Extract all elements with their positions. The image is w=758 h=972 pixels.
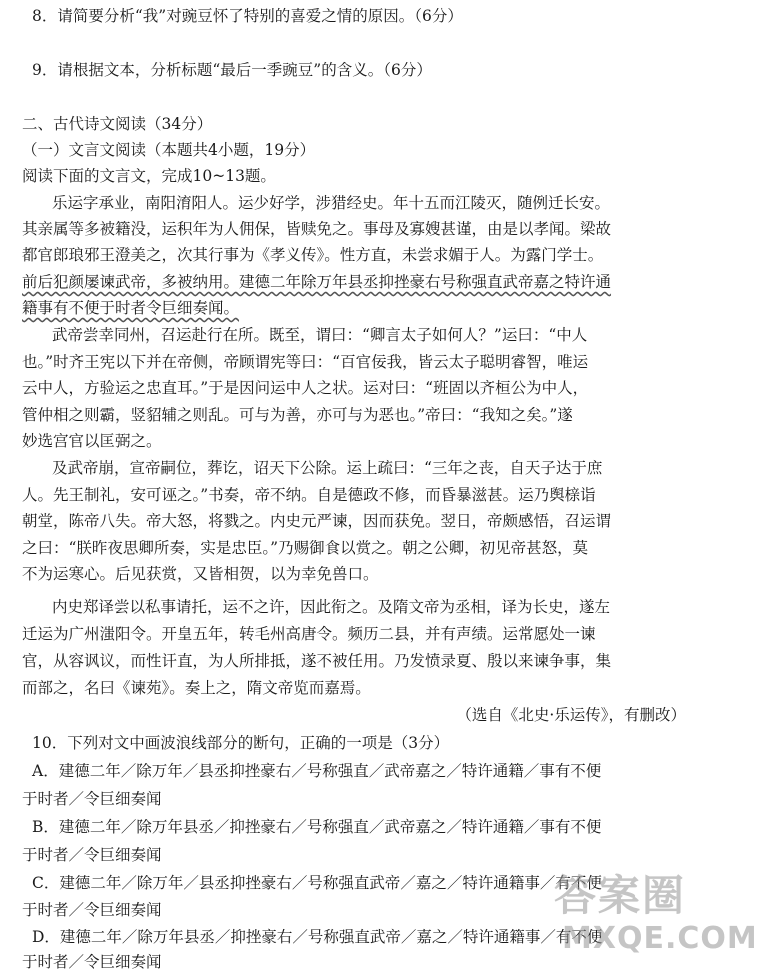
passage-line: 迁运为广州滍阳令。开皇五年，转毛州高唐令。频历二县，并有声绩。运常愿处一谏 <box>22 625 596 643</box>
option-a-cont: 于时者／令巨细奏闻 <box>22 790 162 808</box>
passage-line: 云中人，方验运之忠直耳。”于是因问运中人之状。运对曰：“班固以齐桓公为中人， <box>22 379 589 397</box>
question-9: 9．请根据文本，分析标题“最后一季豌豆”的含义。（6分） <box>32 61 432 79</box>
passage-line: 其亲属等多被籍没，运积年为人佣保，皆赎免之。事母及寡嫂甚谨，由是以孝闻。梁故 <box>22 220 612 238</box>
option-c-cont: 于时者／令巨细奏闻 <box>22 901 162 919</box>
passage-line: 内史郑译尝以私事请托，运不之许，因此衔之。及隋文帝为丞相，译为长史，遂左 <box>52 598 611 616</box>
option-d: D．建德二年／除万年县丞／抑挫豪右／号称强直武帝／嘉之／特许通籍事／有不便 <box>32 928 603 946</box>
passage-line-wavy: 前后犯颜屡谏武帝，多被纳用。建德二年除万年县丞抑挫豪右号称强直武帝嘉之特许通 <box>22 273 612 291</box>
option-b-cont: 于时者／令巨细奏闻 <box>22 846 162 864</box>
passage-line: 都官郎琅邪王澄美之，次其行事为《孝义传》。性方直，未尝求媚于人。为露门学士。 <box>22 246 604 264</box>
option-d-cont: 于时者／令巨细奏闻 <box>22 953 162 971</box>
passage-line: 而部之，名曰《谏苑》。奏上之，隋文帝览而嘉焉。 <box>22 679 371 697</box>
passage-line: 乐运字承业，南阳淯阳人。运少好学，涉猎经史。年十五而江陵灭，随例迁长安。 <box>52 194 611 212</box>
option-c: C．建德二年／除万年／县丞抑挫豪右／号称强直武帝／嘉之／特许通籍事／有不便 <box>32 874 602 892</box>
section-title: 二、古代诗文阅读（34分） <box>22 115 213 133</box>
instruction: 阅读下面的文言文，完成10~13题。 <box>22 167 276 185</box>
watermark-top-text: 答案圈 <box>554 871 687 920</box>
passage-line: 朝堂，陈帝八失。帝大怒，将戮之。内史元严谏，因而获免。翌日，帝颇感悟，召运谓 <box>22 512 612 530</box>
question-8: 8．请简要分析“我”对豌豆怀了特别的喜爱之情的原因。（6分） <box>32 7 463 25</box>
option-b: B．建德二年／除万年县丞／抑挫豪右／号称强直／武帝嘉之／特许通籍／事有不便 <box>32 818 602 836</box>
passage-line: 武帝尝幸同州，召运赴行在所。既至，谓曰：“卿言太子如何人？”运曰：“中人 <box>52 326 588 344</box>
watermark-bottom-text: MXQE.COM <box>562 921 758 956</box>
source-note: （选自《北史·乐运传》，有删改） <box>456 706 686 724</box>
passage-line: 不为运寒心。后见获赏，又皆相贺，以为幸免兽口。 <box>22 565 379 583</box>
passage-line: 妙选宫官以匡弼之。 <box>22 432 162 450</box>
passage-line-wavy: 籍事有不便于时者令巨细奏闻。 <box>22 299 240 317</box>
passage-line: 也。”时齐王宪以下并在帝侧，帝顾谓宪等曰：“百官佞我，皆云太子聪明睿智，唯运 <box>22 353 589 371</box>
passage-line: 之曰：“朕昨夜思卿所奏，实是忠臣。”乃赐御食以赏之。朝之公卿，初见帝甚怒，莫 <box>22 539 589 557</box>
passage-line: 官，从容讽议，而性讦直，为人所排抵，遂不被任用。乃发愤录夏、殷以来谏争事，集 <box>22 652 612 670</box>
passage-line: 管仲相之则霸，竖貂辅之则乱。可与为善，亦可与为恶也。”帝曰：“我知之矣。”遂 <box>22 406 573 424</box>
question-10-stem: 10．下列对文中画波浪线部分的断句，正确的一项是（3分） <box>32 734 450 752</box>
passage-line: 及武帝崩，宣帝嗣位，葬讫，诏天下公除。运上疏曰：“三年之丧，自天子达于庶 <box>52 459 603 477</box>
option-a: A．建德二年／除万年／县丞抑挫豪右／号称强直／武帝嘉之／特许通籍／事有不便 <box>32 762 602 780</box>
section-subtitle: （一）文言文阅读（本题共4小题，19分） <box>22 141 316 159</box>
passage-line: 人。先王制礼，安可诬之。”书奏，帝不纳。自是德政不修，而昏暴滋甚。运乃舆榇诣 <box>22 486 596 504</box>
